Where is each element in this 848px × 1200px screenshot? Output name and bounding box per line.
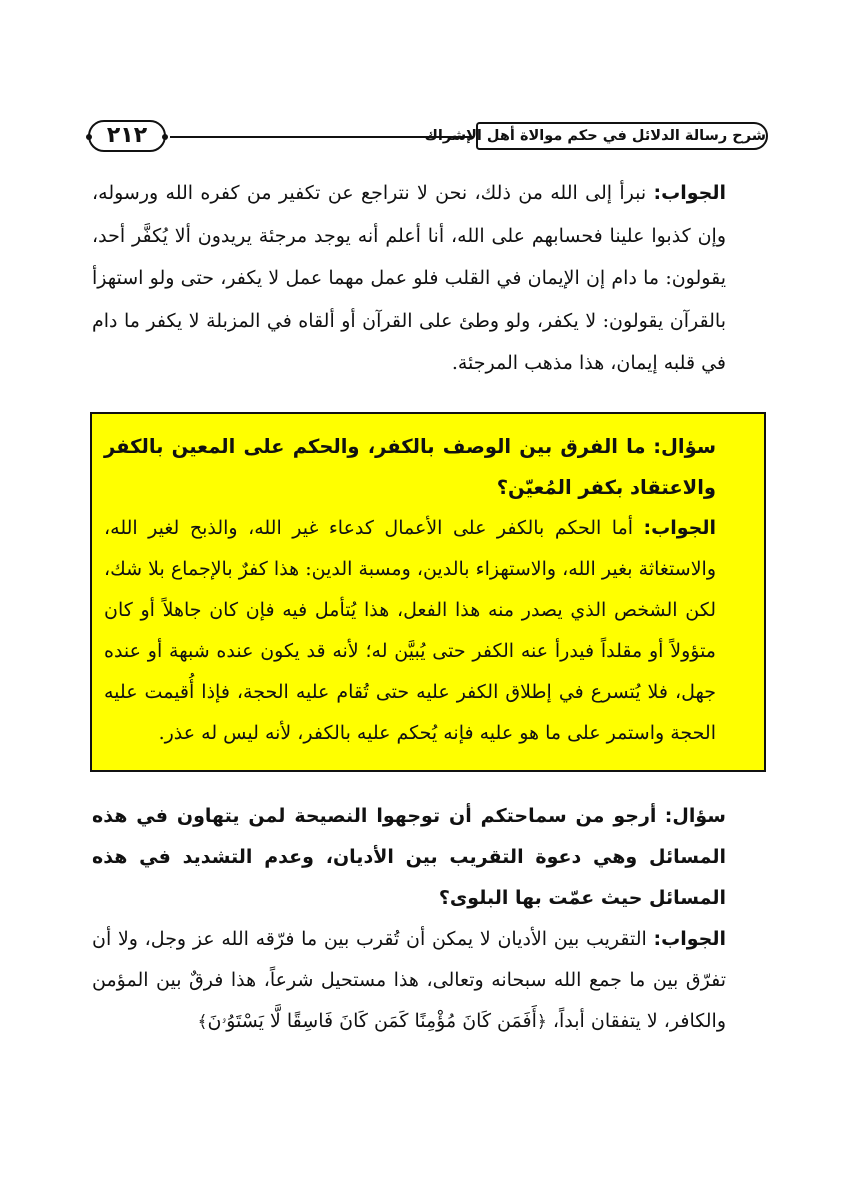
answer-label: الجواب: xyxy=(653,182,726,204)
question-label: سؤال: xyxy=(653,435,716,458)
qa-section-3 xyxy=(92,796,764,1043)
answer-section-1 xyxy=(92,172,764,385)
answer-paragraph xyxy=(104,508,754,754)
running-title: شرح رسالة الدلائل في حكم موالاة أهل الإشراك xyxy=(476,122,768,150)
verse-open-bracket: ﴿ xyxy=(536,1012,547,1032)
page-header xyxy=(88,118,768,156)
answer-text: التقريب بين الأديان لا يمكن أن تُقرب بين ما فرّقه الله عز وجل، ولا أن تفرّق بين ما جمع الله سبحانه وتعالى، هذا مستحيل شرعاً، هذا فرقٌ بين المؤمن والكافر، لا يتفقان أبداً، xyxy=(92,928,726,1032)
quran-verse xyxy=(198,1010,547,1032)
answer-paragraph xyxy=(92,172,764,385)
answer-label: الجواب: xyxy=(653,928,726,950)
question-label: سؤال: xyxy=(664,805,726,827)
question-text: ما الفرق بين الوصف بالكفر، والحكم على المعين بالكفر والاعتقاد بكفر المُعيّن؟ xyxy=(104,435,716,499)
question-paragraph xyxy=(92,796,764,919)
answer-label: الجواب: xyxy=(643,517,716,539)
answer-text: نبرأ إلى الله من ذلك، نحن لا نتراجع عن تكفير من كفره الله ورسوله، وإن كذبوا علينا فحسابهم على الله، أنا أعلم أنه يوجد مرجئة يريدون ألا يُكفَّر أحد، يقولون: ما دام إن الإيمان في القلب فلو عمل مهما عمل لا يكفر، حتى ولو استهزأ بالقرآن يقولون: لا يكفر، ولو وطئ على القرآن أو ألقاه في المزبلة لا يكفر ما دام في قلبه إيمان، هذا مذهب المرجئة. xyxy=(92,182,727,374)
question-paragraph xyxy=(104,426,754,508)
verse-text: أَفَمَن كَانَ مُؤْمِنًا كَمَن كَانَ فَاسِقًا لَّا يَسْتَوُۥنَ xyxy=(207,1010,537,1032)
verse-close-bracket: ﴾ xyxy=(197,1012,208,1032)
answer-text: أما الحكم بالكفر على الأعمال كدعاء غير الله، والذبح لغير الله، والاستغاثة بغير الله، والاستهزاء بالدين، ومسبة الدين: هذا كفرٌ بالإجماع بلا شك، لكن الشخص الذي يصدر منه هذا الفعل، هذا يُتأمل فيه فإن كان جاهلاً أو كان متؤولاً أو مقلداً فيدرأ عنه الكفر حتى يُبيَّن له؛ لأنه قد يكون عنده شبهة أو عنده جهل، فلا يُتسرع في إطلاق الكفر عليه حتى تُقام عليه الحجة، فإذا أُقيمت عليه الحجة واستمر على ما هو عليه فإنه يُحكم عليه بالكفر، لأنه ليس له عذر. xyxy=(104,517,716,744)
page-number: ٢١٢ xyxy=(88,120,166,152)
highlight-content xyxy=(104,426,754,754)
question-text: أرجو من سماحتكم أن توجهوا النصيحة لمن يتهاون في هذه المسائل وهي دعوة التقريب بين الأديان، وعدم التشديد في هذه المسائل حيث عمّت بها البلوى؟ xyxy=(92,805,726,909)
answer-paragraph xyxy=(92,919,764,1043)
